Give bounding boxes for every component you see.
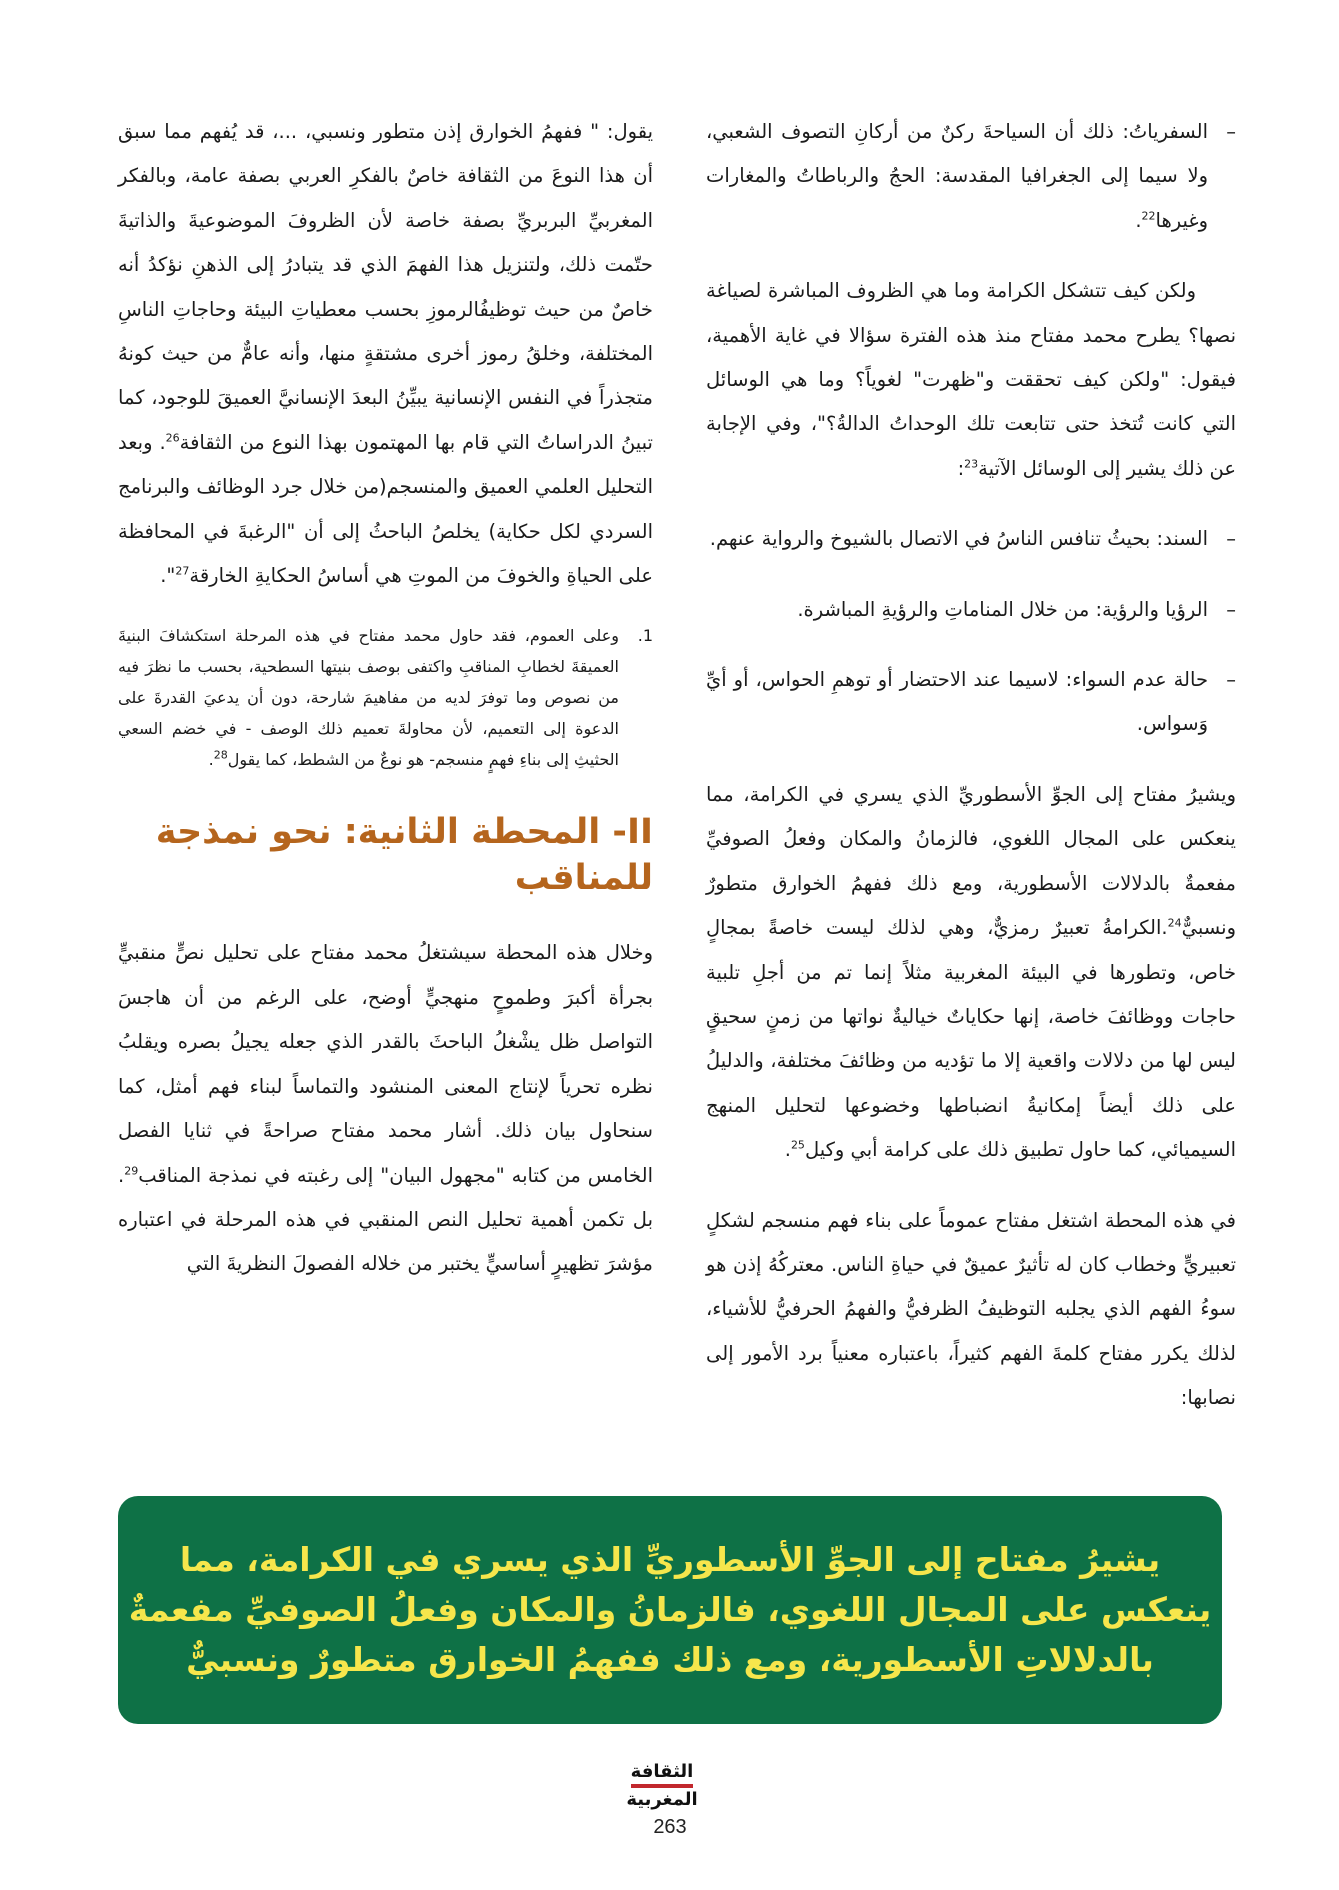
paragraph-miracles-quote: يقول: " ففهمُ الخوارق إذن متطور ونسبي، ...، قد يُفهم مما سبق أن هذا النوعَ من الثقافة خاصٌ بالفكرِ العربي بصفة عامة، وبالفكر المغربيِّ البربريِّ بصفة خاصة لأن الظروفَ الموضوعيةَ والذاتيةَ حتّمت ذلك، ولتنزيل هذا الفهمَ الذي قد يتبادرُ إلى الذهنِ نؤكدُ أنه خاصٌ من حيث توظيفُالرموزِ بحسب معطياتِ البيئة وحاجاتِ الناسِ المختلفة، وخلقُ رموز أخرى مشتقةٍ منها، وأنه عامٌّ من حيث كونهُ متجذراً في النفس الإنسانية يبيِّنُ البعدَ الإنسانيَّ العميقَ للوجود، كما تبينُ الدراساتُ التي قام بها المهتمون بهذا النوع من الثقافة$^{26}$. وبعد التحليل العلمي العميق والمنسجم(من خلال جرد الوظائف والبرنامج السردي لكل حكاية) يخلصُ الباحثُ إلى أن "الرغبةَ في المحافظة على الحياةِ والخوفَ من الموتِ هي أساسُ الحكايةِ الخارقة$^{27}$". [118, 120, 653, 588]
magazine-logo [612, 1762, 712, 1816]
footnote-ref-23[interactable]: 23 [964, 457, 979, 471]
footnote-ref-26[interactable]: 26 [165, 431, 180, 445]
numbered-note [118, 620, 653, 775]
bullet-sanad [706, 517, 1236, 561]
paragraph-second-station: وخلال هذه المحطة سيشتغلُ محمد مفتاح على تحليل نصٍّ منقبيٍّ بجرأة أكبرَ وطموحٍ منهجيٍّ أوضح، على الرغم من أن هاجسَ التواصل ظل يشْغلُ الباحثَ بالقدر الذي جعله يجيلُ بصره ويقلبُ نظره تحرياً لإنتاج المعنى المنشود والتماساً لبناء فهم أمثل، كما سنحاول بيان ذلك. أشار محمد مفتاح صراحةً في ثنايا الفصل الخامس من كتابه "مجهول البيان" إلى رغبته في نمذجة المناقب$^{29}$. بل تكمن أهمية تحليل النص المنقبي في هذه المرحلة في اعتباره مؤشرَ تظهيرٍ أساسيٍّ يختبر من خلاله الفصولَ النظريةَ التي [118, 941, 653, 1276]
paragraph-mythical-atmosphere: ويشيرُ مفتاح إلى الجوِّ الأسطوريِّ الذي يسري في الكرامة، مما ينعكس على المجال اللغوي، فالزمانُ والمكان وفعلُ الصوفيِّ مفعمةٌ بالدلالات الأسطورية، ومع ذلك ففهمُ الخوارق متطورٌ ونسبيٌّ$^{24}$.الكرامةُ تعبيرٌ رمزيٌّ، وهي لذلك ليست خاصةً بمجالٍ خاص، وتطورها في البيئة المغربية مثلاً إنما تم من أجلِ تلبية حاجات ووظائفَ خاصة، إنها حكاياتٌ خياليةٌ نواتها من زمنٍ سحيقٍ ليس لها من دلالات واقعية إلا ما تؤديه من وظائفَ مختلفة، والدليلُ على ذلك أيضاً إمكانيةُ انضباطها وخضوعها لتحليل المنهج السيميائي، كما حاول تطبيق ذلك على كرامة أبي وكيل$^{25}$. [706, 782, 1236, 1162]
footnote-ref-25[interactable]: 25 [790, 1138, 805, 1152]
note-number: 1. [637, 626, 653, 646]
bullet-dash: – [1226, 668, 1236, 692]
footnote-ref-22[interactable]: 22 [1141, 209, 1156, 223]
footnote-ref-24[interactable]: 24 [1167, 916, 1182, 930]
pull-quote-line-1: يشيرُ مفتاح إلى الجوِّ الأسطوريِّ الذي يسري في الكرامة، مما [179, 1540, 1161, 1579]
footnote-ref-28[interactable]: 28 [213, 749, 228, 763]
logo-text-bottom: المغربية [626, 1789, 698, 1810]
page-number: 263 [653, 1816, 687, 1838]
section-heading: II- المحطة الثانية: نحو نمذجة للمناقب [155, 812, 653, 899]
bullet-sanad-text: السند: بحيثُ تنافس الناسُ في الاتصال بالشيوخ والرواية عنهم. [709, 527, 1208, 551]
bullet-travels [706, 110, 1236, 243]
left-column [118, 110, 653, 1287]
pull-quote-line-2: ينعكس على المجال اللغوي، فالزمانُ والمكان وفعلُ الصوفيِّ مفعمةٌ [128, 1590, 1212, 1629]
logo-text-top: الثقافة [630, 1761, 694, 1782]
paragraph-coherent-understanding: في هذه المحطة اشتغل مفتاح عموماً على بناء فهم منسجم لشكلٍ تعبيريٍّ وخطاب كان له تأثيرٌ عميقٌ في حياةِ الناس. معتركُهُ إذن هو سوءُ الفهم الذي يجلبه التوظيفُ الظرفيُّ والفهمُ الحرفيُّ للأشياء، لذلك يكرر مفتاح كلمةَ الفهم كثيراً، باعتباره معنياً برد الأمور إلى نصابها: [706, 1208, 1236, 1410]
pull-quote-banner [118, 1496, 1222, 1724]
logo-accent-bar [631, 1784, 693, 1788]
paragraph-karama-formation: ولكن كيف تتشكل الكرامة وما هي الظروف المباشرة لصياغة نصها؟ يطرح محمد مفتاح منذ هذه الفترة سؤالا في غاية الأهمية، فيقول: "ولكن كيف تحققت و"ظهرت" لغوياً؟ وما هي الوسائل التي كانت تُتخذ حتى تتابعت تلك الوحداتُ الدالةُ؟"، وفي الإجابة عن ذلك يشير إلى الوسائل الآتية$^{23}$: [706, 279, 1236, 480]
bullet-dash: – [1226, 527, 1236, 551]
footnote-ref-27[interactable]: 27 [175, 564, 190, 578]
note-text: وعلى العموم، فقد حاول محمد مفتاح في هذه المرحلة استكشافَ البنيةَ العميقةَ لخطابِ المناقبِ واكتفى بوصف بنيتها السطحية، بحسب ما نظرَ فيه من نصوص وما توفرَ لديه من مفاهيمَ شارحة، دون أن يدعيَ القدرةَ على الدعوة إلى التعميم، لأن محاولةَ تعميم ذلك الوصف - في خضم السعي الحثيثِ إلى بناءِ فهمٍ منسجم- هو نوعٌ من الشطط، كما يقول$^{28}$. [118, 626, 619, 770]
pull-quote-line-3: بالدلالاتِ الأسطورية، ومع ذلك ففهمُ الخوارق متطورٌ ونسبيٌّ [186, 1640, 1154, 1679]
bullet-abnormal-text: حالة عدم السواء: لاسيما عند الاحتضار أو توهمِ الحواس، أو أيِّ وَسواس. [706, 668, 1208, 736]
bullet-vision-text: الرؤيا والرؤية: من خلال المناماتِ والرؤيةِ المباشرة. [797, 597, 1208, 621]
right-column [706, 110, 1236, 1421]
bullet-vision [706, 588, 1236, 632]
footnote-ref-29[interactable]: 29 [124, 1164, 139, 1177]
bullet-abnormal [706, 658, 1236, 747]
bullet-dash: – [1226, 597, 1236, 621]
bullet-dash: – [1226, 120, 1236, 143]
bullet-travels-text: السفرياتُ: ذلك أن السياحةَ ركنٌ من أركانِ التصوف الشعبي، ولا سيما إلى الجغرافيا المقدسة: الحجُ والرباطاتُ والمغارات وغيرها$^{22}$. [706, 120, 1208, 232]
